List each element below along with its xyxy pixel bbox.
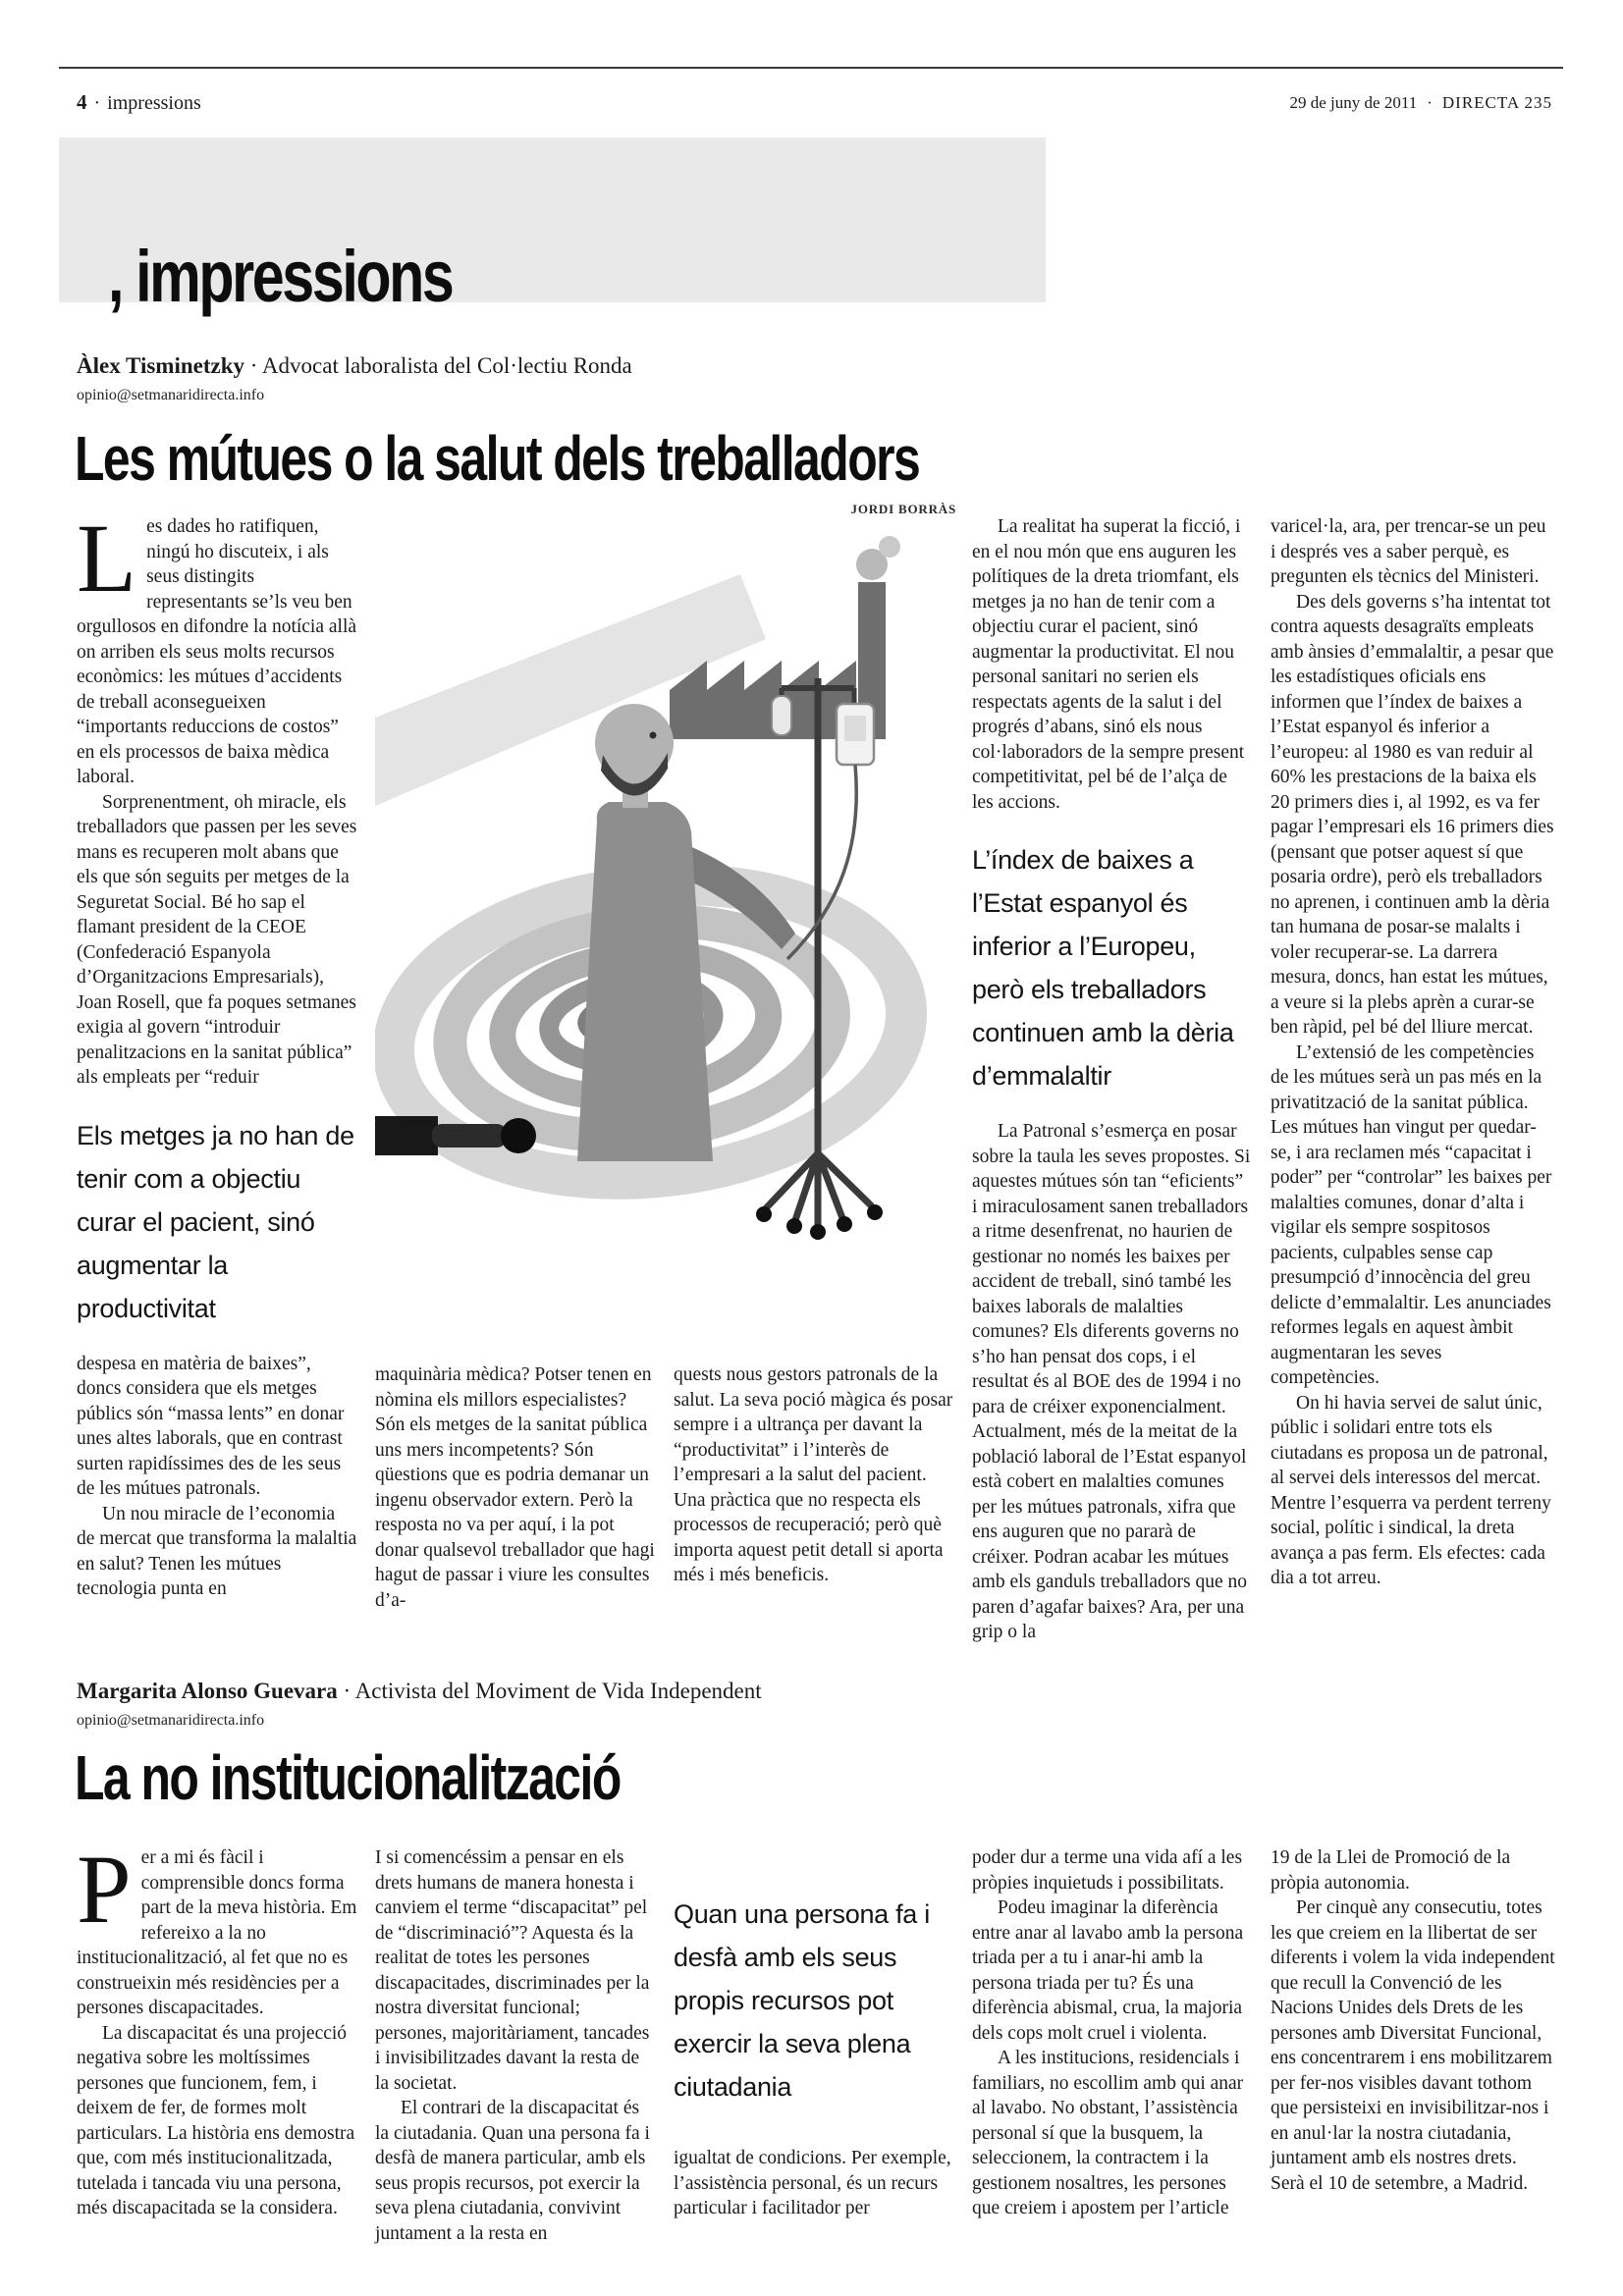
paragraph: La realitat ha superat la ficció, i en el nou món que ens auguren les polítiques de la dreta triomfant, els metges ja no han de tenir com a objectiu curar el pacient, sinó augmentar la productivitat. El nou personal sanitari no serien els respectats agents de la salut i del progrés d’abans, sinó els nous col·laboradors de la sempre present competitivitat, pel bé de l’alça de les accions. <box>972 516 1245 813</box>
article2-author: Margarita Alonso Guevara <box>77 1679 338 1703</box>
article1-column-1 <box>77 504 357 1602</box>
pull-quote-1: Els metges ja no han de tenir com a objectiu curar el pacient, sinó augmentar la productivitat <box>77 1120 354 1323</box>
paragraph: 19 de la Llei de Promoció de la pròpia autonomia. <box>1271 1847 1511 1894</box>
paragraph: Sorprenentment, oh miracle, els treballadors que passen per les seves mans es recuperen molt abans que els que són seguits per metges de la Seguretat Social. Bé ho sap el flamant president de la CEOE (Confederació Espanyola d’Organitzacions Empresarials), Joan Rosell, que fa poques setmanes exigia al govern “introduir penalitzacions en la sanitat pública” als empleats per “reduir <box>77 791 357 1088</box>
paragraph: I si comencéssim a pensar en els drets humans de manera honesta i canviem el terme “discapacitat” pel de “discriminació”? Aquesta és la realitat de totes les persones discapacitades, discriminades per la nostra diversitat funcional; persones, majoritàriament, tancades i invisibilitzades davant la resta de la societat. <box>375 1847 650 2094</box>
article1-column-5 <box>1271 514 1555 1591</box>
page-number: 4 <box>77 90 87 114</box>
paragraph: Per cinquè any consecutiu, totes les que creiem en la llibertat de ser diferents i volem la vida independent que recull la Convenció de les Nacions Unides dels Drets de les persones amb Diversitat Funcional, ens concentrarem i ens mobilitzarem per fer-nos visibles davant tothom que persisteixi en invisibilitzar-nos i en anul·lar la nostra ciutadania, juntament amb els nostres drets. Serà el 10 de setembre, a Madrid. <box>1271 1897 1555 2194</box>
paragraph: On hi havia servei de salut únic, públic i solidari entre tots els ciutadans es proposa un de patronal, al servei dels interessos del mercat. Mentre l’esquerra va perdent terreny social, polític i sindical, la dreta avança a pas ferm. Els efectes: cada dia a tot arreu. <box>1271 1392 1551 1588</box>
illustration-container <box>375 521 956 1328</box>
paragraph: Des dels governs s’ha intentat tot contra aquests desagraïts empleats amb ànsies d’emmalaltir, a pesar que les estadístiques oficials ens informen que l’índex de baixes a l’Estat espanyol és inferior a l’europeu: al 1980 es van reduir al 60% les prestacions de la baixa els 20 primers dies i, al 1992, es va fer pagar l’empresari els 16 primers dies (pensant que potser aquest sí que posaria ordre), però els treballadors no aprenen, i continuen amb la dèria tan humana de posar-se malalts i voler recuperar-se. La darrera mesura, doncs, han estat les mútues, a veure si la plebs aprèn a curar-se ben ràpid, pel bé del lliure mercat. <box>1271 591 1554 1038</box>
paragraph: A les institucions, residencials i familiars, no escollim amb qui anar al lavabo. No obstant, l’assistència personal sí que la busquem, la seleccionem, la contractem i la gestionem nosaltres, les persones que creiem i apostem per l’article <box>972 2048 1244 2218</box>
article1-column-4 <box>972 514 1253 1645</box>
article2-headline: La no institucionalització <box>75 1742 621 1813</box>
article1-author: Àlex Tisminetzky <box>77 353 245 378</box>
article1-email: opinio@setmanaridirecta.info <box>77 387 265 403</box>
illustration-credit: JORDI BORRÀS <box>850 502 956 516</box>
folio-right <box>1290 93 1552 113</box>
paragraph: Un nou miracle de l’economia de mercat que transforma la malaltia en salut? Tenen les mútues tecnologia punta en <box>77 1503 357 1599</box>
folio-separator: · <box>1427 93 1433 112</box>
pull-quote-3: Quan una persona fa i desfà amb els seus propis recursos pot exercir la seva plena ciutadania <box>674 1899 930 2102</box>
section-banner <box>59 137 1046 317</box>
paragraph-text: es dades ho ratifiquen, ningú ho discuteix, i als seus distingits representants se’ls veu ben orgullosos en difondre la notícia allà on arriben els seus molts recursos econòmics: les mútues d’accidents de treball aconsegueixen “importants reduccions de costos” en els processos de baixa mèdica laboral. <box>77 516 357 787</box>
paragraph: despesa en matèria de baixes”, doncs considera que els metges públics són “massa lents” en donar unes altes laborals, que en contrast surten rapidíssimes des de les seus de les mútues patronals. <box>77 1353 345 1499</box>
folio-left <box>77 90 201 115</box>
article1-column-2 <box>375 1362 656 1613</box>
folio-separator: · <box>93 92 101 114</box>
article2-author-role: · Activista del Moviment de Vida Independent <box>343 1679 762 1703</box>
paragraph: La Patronal s’esmerça en posar sobre la taula les seves propostes. Si aquestes mútues són tan “eficients” i miraculosament sanen treballadors a ritme desenfrenat, no haurien de gestionar no només les baixes per accident de treball, sinó també les baixes laborals de malalties comunes? Els diferents governs no s’ho han pensat dos cops, i el resultat és al BOE des de 1994 i no para de créixer exponencialment. Actualment, més de la meitat de la població laboral de l’Estat espanyol està cobert en malalties comunes per les mútues patronals, xifra que ens auguren que no pararà de créixer. Podran acabar les mútues amb els ganduls treballadors que no paren d’agafar baixes? Ara, per una grip o la <box>972 1121 1251 1642</box>
article1-column-3 <box>674 1362 954 1588</box>
paragraph <box>77 504 357 790</box>
pull-quote-2: L’índex de baixes a l’Estat espanyol és inferior a l’Europeu, però els treballadors continuen amb la dèria d’emmalaltir <box>972 845 1234 1091</box>
article1-headline: Les mútues o la salut dels treballadors <box>75 423 920 494</box>
paragraph: varicel·la, ara, per trencar-se un peu i després ves a saber perquè, es pregunten els tècnics del Ministeri. <box>1271 516 1546 587</box>
issue-date: 29 de juny de 2011 <box>1289 93 1418 112</box>
section-name: impressions <box>107 92 201 114</box>
paragraph: La discapacitat és una projecció negativa sobre les moltíssimes persones que funcionem, fem, i deixem de fer, de formes molt particulars. La història ens demostra que, com més institucionalitzada, tutelada i tancada viu una persona, més discapacitada se la considera. <box>77 2022 355 2218</box>
paragraph: maquinària mèdica? Potser tenen en nòmina els millors especialistes? Són els metges de la sanitat pública uns mers incompetents? Són qüestions que es podria demanar un ingenu observador extern. Però la resposta no va per aquí, i la pot donar qualsevol treballador que hagi hagut de passar i viure les consultes d’a- <box>375 1364 655 1611</box>
paragraph: Podeu imaginar la diferència entre anar al lavabo amb la persona triada per a tu i anar-hi amb la persona triada per tu? És una diferència abismal, crua, la majoria dels cops molt cruel i violenta. <box>972 1897 1244 2044</box>
article2-column-1 <box>77 1835 357 2221</box>
article2-dropcap: P <box>77 1835 132 1944</box>
article1-author-role: · Advocat laboralista del Col·lectiu Ronda <box>249 353 632 378</box>
article1-byline <box>77 353 632 379</box>
article2-column-3 <box>674 1845 954 2221</box>
paragraph: L’extensió de les competències de les mútues serà un pas més en la privatització de la sanitat pública. Les mútues han vingut per quedar-se, i ara reclamen més “capacitat i poder” per “controlar” les baixes per malalties comunes, donar d’alta i vigilar els sempre sospitosos pacients, culpables sense cap presumpció d’innocència del greu delicte d’emmalaltir. Les anunciades reformes legals en aquest àmbit augmentaran les seves competències. <box>1271 1041 1552 1388</box>
top-rule <box>59 67 1563 69</box>
issue-name: DIRECTA 235 <box>1441 93 1552 112</box>
paragraph <box>77 1835 357 2021</box>
paragraph: quests nous gestors patronals de la salut. La seva poció màgica és posar sempre i a ultrança per davant la “productivitat” i l’interès de l’empresari a la salut del pacient. Una pràctica que no respecta els processos de recuperació; però què importa aquest petit detall si aporta més i més beneficis. <box>674 1364 953 1585</box>
article2-email: opinio@setmanaridirecta.info <box>77 1712 265 1729</box>
article2-column-5 <box>1271 1845 1555 2196</box>
editorial-illustration <box>375 521 956 1328</box>
paragraph: igualtat de condicions. Per exemple, l’assistència personal, és un recurs particular i facilitador per <box>674 2148 951 2218</box>
article1-dropcap: L <box>77 504 137 613</box>
paragraph: El contrari de la discapacitat és la ciutadania. Quan una persona fa i desfà de manera particular, amb els seus propis recursos, pot exercir la seva plena ciutadania, convivint juntament a la resta en <box>375 2098 650 2244</box>
paragraph: poder dur a terme una vida afí a les pròpies inquietuds i possibilitats. <box>972 1847 1243 1894</box>
article2-column-4 <box>972 1845 1253 2221</box>
section-banner-title: , impressions <box>108 236 453 317</box>
article2-byline <box>77 1679 762 1704</box>
paragraph-text: er a mi és fàcil i comprensible doncs forma part de la meva història. Em refereixo a la no institucionalització, al fet que no es construeixin més residències per a persones discapacitades. <box>77 1847 357 2018</box>
article2-column-2 <box>375 1845 656 2246</box>
